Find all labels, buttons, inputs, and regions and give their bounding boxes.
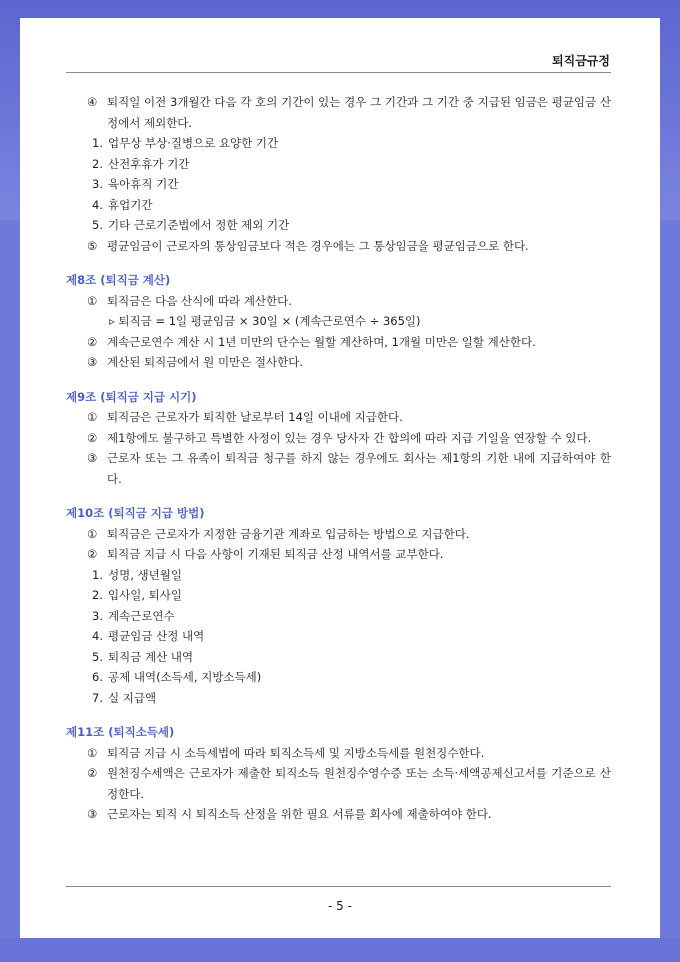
sub-number: 2. <box>92 588 103 602</box>
sub-item <box>66 626 611 647</box>
clause-text: 평균임금이 근로자의 통상임금보다 적은 경우에는 그 통상임금을 평균임금으로 한다. <box>107 238 529 253</box>
clause-number: ② <box>87 430 98 445</box>
clause-text: 퇴직금은 다음 산식에 따라 계산한다. <box>107 293 292 308</box>
sub-text: 퇴직금 계산 내역 <box>108 649 194 664</box>
sub-item <box>66 647 611 668</box>
sub-number: 1. <box>92 136 103 150</box>
clause-item <box>66 524 611 545</box>
clause-item <box>66 804 611 825</box>
clause-text: 계산된 퇴직금에서 원 미만은 절사한다. <box>107 355 304 369</box>
clause-number: ① <box>87 293 98 308</box>
clause-item <box>66 428 611 449</box>
clause-item <box>66 291 611 312</box>
clause-item <box>66 407 611 428</box>
sub-item <box>66 174 611 195</box>
sub-item <box>66 667 611 688</box>
clause-number: ④ <box>87 95 98 109</box>
clause-item <box>66 92 611 133</box>
clause-text: 원천징수세액은 근로자가 제출한 퇴직소득 원천징수영수증 또는 소득·세액공제신고서를 기준으로 산정한다. <box>107 766 611 801</box>
sub-item <box>66 585 611 606</box>
sub-text: 성명, 생년월일 <box>108 567 182 582</box>
sub-item <box>66 688 611 709</box>
clause-number: ② <box>87 547 98 561</box>
sub-number: 1. <box>92 567 103 582</box>
clause-text: 퇴직금은 근로자가 퇴직한 날로부터 14일 이내에 지급한다. <box>107 410 403 424</box>
clause-number: ① <box>87 410 98 424</box>
article-9-heading: 제9조 (퇴직금 지급 시기) <box>66 389 197 404</box>
sub-item <box>66 195 611 216</box>
document-header-title: 퇴직금규정 <box>552 54 610 68</box>
sub-number: 7. <box>92 690 103 705</box>
clause-item <box>66 544 611 565</box>
clause-number: ③ <box>87 807 98 821</box>
clause-number: ① <box>87 526 98 541</box>
article-8-heading: 제8조 (퇴직금 계산) <box>66 273 171 287</box>
article-10-heading: 제10조 (퇴직금 지급 방법) <box>66 506 205 520</box>
clause-number: ③ <box>87 355 98 369</box>
header-divider <box>66 72 611 73</box>
clause-text: 퇴직금 지급 시 다음 사항이 기재된 퇴직금 산정 내역서를 교부한다. <box>107 547 444 561</box>
clause-number: ① <box>87 745 98 760</box>
sub-item <box>66 606 611 627</box>
sub-item <box>66 154 611 175</box>
sub-text: 공제 내역(소득세, 지방소득세) <box>108 670 262 684</box>
sub-item <box>66 215 611 236</box>
formula-line: ▹ 퇴직금 = 1일 평균임금 × 30일 × (계속근로연수 ÷ 365일) <box>109 314 421 328</box>
clause-item <box>66 743 611 764</box>
clause-text: 퇴직금은 근로자가 지정한 금융기관 계좌로 입금하는 방법으로 지급한다. <box>107 526 470 541</box>
article-11-heading: 제11조 (퇴직소득세) <box>66 725 175 739</box>
clause-item <box>66 236 611 257</box>
sub-text: 입사일, 퇴사일 <box>108 588 182 602</box>
clause-item <box>66 448 611 489</box>
background-bottom-band <box>0 938 680 962</box>
clause-item <box>66 352 611 373</box>
clause-number: ③ <box>87 451 98 465</box>
clause-text: 제1항에도 불구하고 특별한 사정이 있는 경우 당사자 간 합의에 따라 지급 기일을 연장할 수 있다. <box>107 430 592 445</box>
sub-text: 평균임금 산정 내역 <box>108 629 205 643</box>
clause-text: 퇴직일 이전 3개월간 다음 각 호의 기간이 있는 경우 그 기간과 그 기간 중 지급된 임금은 평균임금 산정에서 제외한다. <box>107 95 611 130</box>
sub-number: 3. <box>92 177 103 191</box>
sub-text: 휴업기간 <box>108 197 153 212</box>
sub-text: 산전후휴가 기간 <box>108 156 190 171</box>
sub-number: 4. <box>92 629 103 643</box>
clause-number: ② <box>87 766 98 780</box>
clause-text: 퇴직금 지급 시 소득세법에 따라 퇴직소득세 및 지방소득세를 원천징수한다. <box>107 745 485 760</box>
clause-text: 계속근로연수 계산 시 1년 미만의 단수는 월할 계산하며, 1개월 미만은 일할 계산한다. <box>107 334 536 349</box>
sub-number: 6. <box>92 670 103 684</box>
sub-number: 2. <box>92 156 103 171</box>
sub-text: 기타 근로기준법에서 정한 제외 기간 <box>108 218 290 232</box>
sub-item <box>66 565 611 586</box>
sub-text: 실 지급액 <box>108 690 157 705</box>
document-body <box>66 92 611 825</box>
sub-item <box>66 133 611 154</box>
clause-number: ② <box>87 334 98 349</box>
sub-number: 5. <box>92 218 103 232</box>
clause-text: 근로자 또는 그 유족이 퇴직금 청구를 하지 않는 경우에도 회사는 제1항의 기한 내에 지급하여야 한다. <box>107 451 611 486</box>
clause-item <box>66 763 611 804</box>
sub-text: 육아휴직 기간 <box>108 177 179 191</box>
sub-number: 5. <box>92 649 103 664</box>
sub-number: 3. <box>92 608 103 623</box>
clause-number: ⑤ <box>87 238 98 253</box>
clause-text: 근로자는 퇴직 시 퇴직소득 산정을 위한 필요 서류를 회사에 제출하여야 한다. <box>107 807 492 821</box>
sub-number: 4. <box>92 197 103 212</box>
sub-text: 계속근로연수 <box>108 608 175 623</box>
clause-item <box>66 332 611 353</box>
sub-text: 업무상 부상·질병으로 요양한 기간 <box>108 136 279 150</box>
page-number: - 5 - <box>328 899 352 913</box>
footer-divider <box>66 886 611 887</box>
